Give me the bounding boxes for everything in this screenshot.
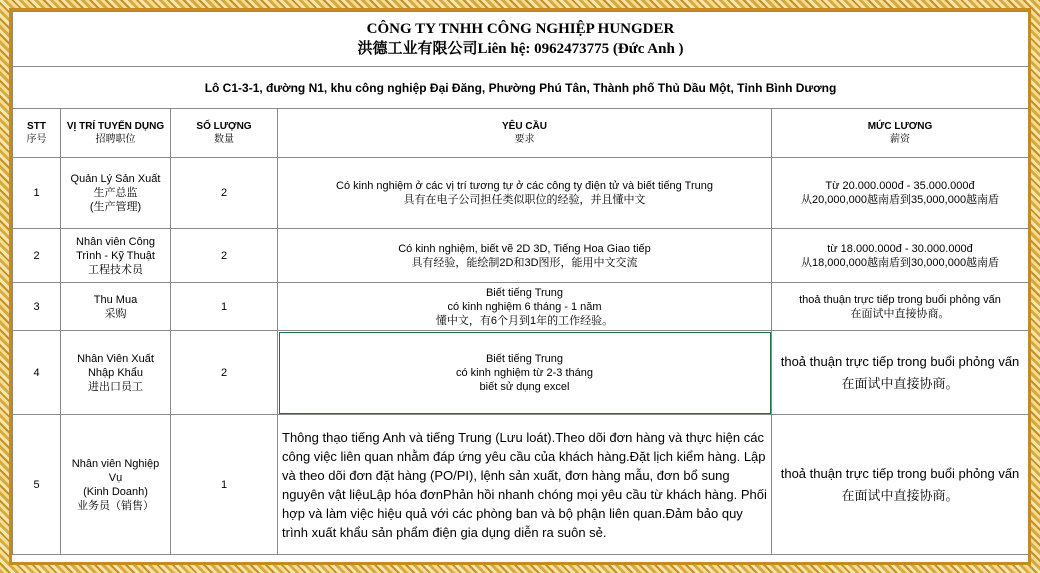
company-name: CÔNG TY TNHH CÔNG NGHIỆP HUNGDER [366,21,675,37]
cell-salary[interactable]: thoả thuận trực tiếp trong buổi phỏng vấn 在面试中直接协商。 [772,283,1029,331]
company-title-cell [13,12,1029,67]
cell-position[interactable]: Nhân viên Công Trình - Kỹ Thuật 工程技术员 [61,229,171,283]
recruitment-sheet [12,11,1028,562]
cell-requirements[interactable]: Biết tiếng Trung có kinh nghiệm 6 tháng - 1 năm 懂中文，有6个月到1年的工作经验。 [278,283,772,331]
table-row [13,229,1029,283]
header-salary: MỨC LƯƠNG 薪资 [772,109,1029,158]
table-header-row [13,109,1029,158]
cell-stt[interactable]: 5 [13,415,61,555]
cell-position[interactable]: Quản Lý Sản Xuất 生产总监 (生产管理) [61,158,171,229]
cell-stt[interactable]: 2 [13,229,61,283]
cell-requirements[interactable]: Có kinh nghiệm ở các vị trí tương tự ở các công ty điện tử và biết tiếng Trung 具有在电子公司担任类似职位的经验，并且懂中文 [278,158,772,229]
cell-stt[interactable]: 3 [13,283,61,331]
cell-position[interactable]: Thu Mua 采购 [61,283,171,331]
cell-quantity[interactable]: 2 [171,158,278,229]
header-requirements: YÊU CẦU 要求 [278,109,772,158]
table-row [13,331,1029,415]
cell-quantity[interactable]: 1 [171,283,278,331]
cell-quantity[interactable]: 2 [171,331,278,415]
cell-quantity[interactable]: 1 [171,415,278,555]
cell-quantity[interactable]: 2 [171,229,278,283]
cell-salary[interactable]: thoả thuận trực tiếp trong buổi phỏng vấn 在面试中直接协商。 [772,331,1029,415]
cell-salary[interactable]: Từ 20.000.000đ - 35.000.000đ 从20,000,000越南盾到35,000,000越南盾 [772,158,1029,229]
table-row [13,415,1029,555]
cell-stt[interactable]: 4 [13,331,61,415]
cell-position[interactable]: Nhân Viên Xuất Nhập Khẩu 进出口员工 [61,331,171,415]
company-address: Lô C1-3-1, đường N1, khu công nghiệp Đại Đăng, Phường Phú Tân, Thành phố Thủ Dầu Một, Tỉnh Bình Dương [13,67,1029,109]
recruitment-table [12,11,1028,555]
cell-salary[interactable]: từ 18.000.000đ - 30.000.000đ 从18,000,000越南盾到30,000,000越南盾 [772,229,1029,283]
table-row [13,283,1029,331]
cell-requirements[interactable]: Có kinh nghiệm, biết vẽ 2D 3D, Tiếng Hoa Giao tiếp 具有经验，能绘制2D和3D图形，能用中文交流 [278,229,772,283]
cell-requirements[interactable]: Thông thạo tiếng Anh và tiếng Trung (Lưu loát).Theo dõi đơn hàng và thực hiện các công việc liên quan nhằm đáp ứng yêu cầu của khách hàng.Đặt lịch kiểm hàng. Lập và theo dõi đơn đặt hàng (PO/PI), lệnh sản xuất, đơn hàng mẫu, đơn bổ sung nguyên vật liệuLập hóa đơnPhản hồi nhanh chóng mọi yêu cầu từ khách hàng. Phối hợp và làm việc hiệu quả với các phòng ban và bộ phận liên quan.Đảm bảo quy trình xuất khẩu sản phẩm điện gia dụng diễn ra suôn sẻ. [278,415,772,555]
header-position: VỊ TRÍ TUYỂN DỤNG 招聘职位 [61,109,171,158]
cell-position[interactable]: Nhân viên Nghiệp Vụ (Kinh Doanh) 业务员（销售） [61,415,171,555]
header-quantity: SỐ LƯỢNG 数量 [171,109,278,158]
company-contact: 洪德工业有限公司Liên hệ: 0962473775 (Đức Anh ) [357,41,684,57]
cell-stt[interactable]: 1 [13,158,61,229]
table-row [13,158,1029,229]
cell-salary[interactable]: thoả thuận trực tiếp trong buổi phỏng vấn 在面试中直接协商。 [772,415,1029,555]
cell-requirements-selected[interactable]: Biết tiếng Trung có kinh nghiệm từ 2-3 tháng biết sử dụng excel [278,331,772,415]
header-stt: STT 序号 [13,109,61,158]
